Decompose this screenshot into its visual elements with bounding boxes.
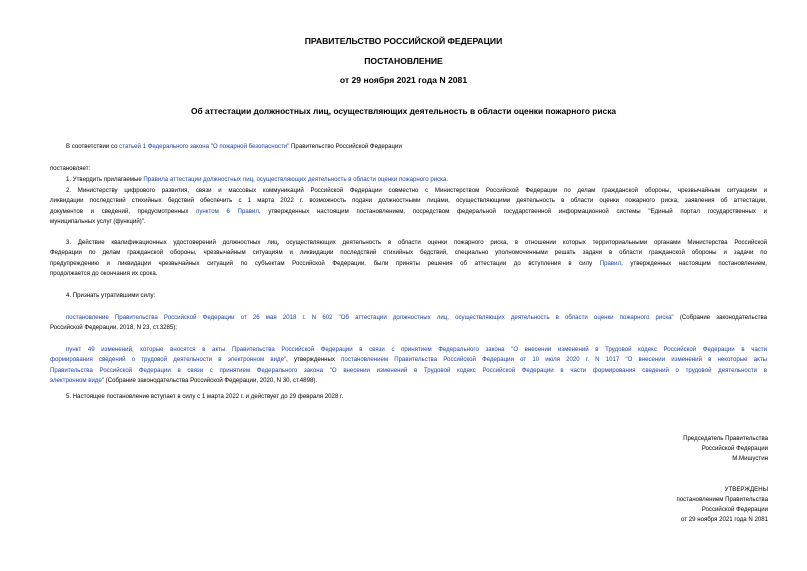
approval-country: Российской Федерации xyxy=(701,505,768,513)
signature-block xyxy=(683,434,768,464)
repealed-item-2-line-4 xyxy=(50,376,767,386)
repealed-item-2 xyxy=(50,345,767,387)
rules-link[interactable]: Правил xyxy=(599,259,622,267)
paragraph-3-line-3-text: предупреждению и ликвидации чрезвычайных ситуаций по субъектам Российской Федерации, были приняты решения об аттестации до вступления в силу xyxy=(50,259,600,267)
paragraph-1 xyxy=(66,175,448,185)
document-type: ПОСТАНОВЛЕНИЕ xyxy=(364,56,443,66)
document-date-number: от 29 ноября 2021 года N 2081 xyxy=(339,75,468,85)
paragraph-2-line-1: 2. Министерству цифрового развития, связи и массовых коммуникаций Российской Федерации совместно с Министерством Российской Федерации по делам гражданской обороны, чрезвычайным ситуациям и xyxy=(66,187,767,194)
repealed-item-1-line-2: Российской Федерации, 2018, N 23, ст.3285); xyxy=(50,324,177,332)
repealed-item-2-line-2 xyxy=(50,355,767,365)
resolves-text: постановляет: xyxy=(50,165,91,172)
paragraph-2-line-2: ликвидации последствий стихийных бедствий обеспечить с 1 марта 2022 г. возможность подачи должностными лицами, осуществляющими деятельность в области оценки пожарного риска, заявления об аттестации, xyxy=(50,197,767,205)
signature-country: Российской Федерации xyxy=(701,444,768,452)
repealed-item-2-line-3[interactable]: Правительства Российской Федерации в связи с принятием Федерального закона "О внесении изменений в Трудовой кодекс Российской Федерации в части формирования сведений о трудовой деятельности в xyxy=(50,366,767,374)
repealed-item-2-source: (Собрание законодательства Российской Федерации, 2020, N 30, ст.4898). xyxy=(103,377,318,385)
repealed-item-1 xyxy=(50,313,767,334)
government-heading: ПРАВИТЕЛЬСТВО РОССИЙСКОЙ ФЕДЕРАЦИИ xyxy=(304,36,503,46)
repealed-item-2-line-1[interactable]: пункт 49 изменений, которые вносятся в акты Правительства Российской Федерации в связи с принятием Федерального закона "О внесении изменений в Трудовой кодекс Российской Федерации в части xyxy=(66,346,767,353)
paragraph-3-line-3 xyxy=(50,259,767,269)
repealed-item-1-line-1 xyxy=(50,313,767,323)
paragraph-3-line-3-end: , утвержденных настоящим постановлением, xyxy=(621,259,767,267)
paragraph-5: 5. Настоящее постановление вступает в силу с 1 марта 2022 г. и действует до 29 февраля 2028 г. xyxy=(66,393,344,400)
paragraph-3-line-1: 3. Действие квалификационных удостоверений должностных лиц, осуществляющих деятельность в области оценки пожарного риска, в отношении которых территориальными органами Министерства Российской xyxy=(66,239,767,246)
approval-by: постановлением Правительства xyxy=(676,495,768,503)
decree-602-link[interactable]: постановление Правительства Российской Федерации от 26 мая 2018 г. N 602 "Об аттестации должностных лиц, осуществляющих деятельность в области оценки пожарного риска" xyxy=(66,314,674,321)
preamble xyxy=(66,142,402,152)
paragraph-4-heading: 4. Признать утратившими силу: xyxy=(66,292,156,299)
paragraph-2-line-3 xyxy=(50,207,767,217)
document-title: Об аттестации должностных лиц, осуществляющих деятельность в области оценки пожарного риска xyxy=(190,106,617,116)
paragraph-3-line-2: Федерации по делам гражданской обороны, чрезвычайным ситуациям и ликвидации последствий стихийных бедствий, специально уполномоченными решать задачи в области гражданской обороны и задачи по xyxy=(50,249,767,257)
labor-code-law-link[interactable]: формирования сведений о трудовой деятельности в электронном виде" xyxy=(50,356,287,364)
approval-date: от 29 ноября 2021 года N 2081 xyxy=(681,515,768,523)
paragraph-2-line-3-text: документов и сведений, предусмотренных xyxy=(50,207,197,215)
repealed-item-2-approved: , утвержденных xyxy=(286,356,342,364)
attestation-rules-link[interactable]: Правила аттестации должностных лиц, осуществляющих деятельность в области оценки пожарного риска xyxy=(143,176,447,183)
signature-position: Председатель Правительства xyxy=(683,435,768,442)
signature-name: М.Мишустин xyxy=(732,454,768,462)
repealed-item-1-source: (Собрание законодательства xyxy=(673,314,768,321)
paragraph-3-line-4: продолжается до окончания их срока. xyxy=(50,270,158,278)
paragraph-1-text: 1. Утвердить прилагаемые xyxy=(66,176,144,183)
rules-point-6-link[interactable]: пунктом 6 Правил xyxy=(196,207,259,215)
decree-1017-link[interactable]: постановлением Правительства Российской Федерации от 10 июля 2020 г. N 1017 "О внесении изменений в некоторые акты xyxy=(341,356,767,364)
preamble-text-before: В соответствии со xyxy=(66,143,120,150)
approval-title: УТВЕРЖДЕНЫ xyxy=(724,486,768,493)
electronic-form-link[interactable]: электронном виде" xyxy=(50,377,104,385)
preamble-text-after: Правительство Российской Федерации xyxy=(289,143,402,150)
paragraph-3 xyxy=(50,238,767,280)
paragraph-2-line-3-end: , утвержденных настоящим постановлением, посредством федеральной государственной информационной системы "Единый портал государственных и xyxy=(258,207,767,215)
approval-block xyxy=(676,485,768,525)
paragraph-2-line-4: муниципальных услуг (функций)". xyxy=(50,218,146,226)
paragraph-1-end: . xyxy=(446,176,449,183)
fire-safety-law-link[interactable]: статьей 1 Федерального закона "О пожарной безопасности" xyxy=(119,143,290,150)
paragraph-2 xyxy=(50,186,767,228)
